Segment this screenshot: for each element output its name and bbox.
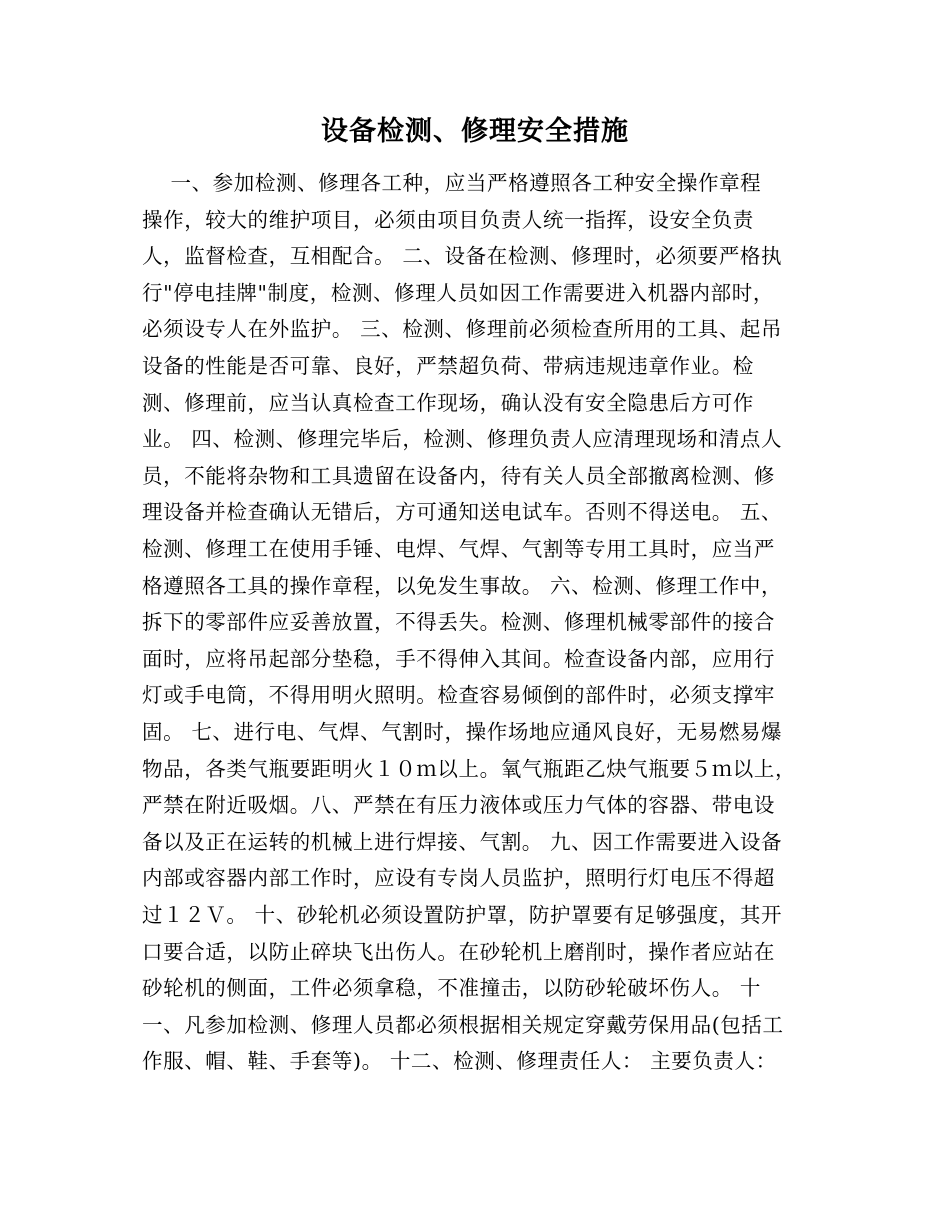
paragraph-line: 过１２Ｖ。 十、砂轮机必须设置防护罩，防护罩要有足够强度，其开 [142,903,783,927]
paragraph-line: 内部或容器内部工作时，应设有专岗人员监护，照明行灯电压不得超 [142,866,775,891]
paragraph-line: 设备的性能是否可靠、良好，严禁超负荷、带病违规违章作业。检 [142,354,754,378]
paragraph-line: 砂轮机的侧面，工件必须拿稳，不准撞击，以防砂轮破坏伤人。 十 [142,976,762,1001]
paragraph-line: 必须设专人在外监护。 三、检测、修理前必须检查所用的工具、起吊 [142,317,783,342]
paragraph-line: 格遵照各工具的操作章程，以免发生事故。 六、检测、修理工作中， [142,573,783,598]
paragraph-line: 检测、修理工在使用手锤、电焊、气焊、气割等专用工具时，应当严 [142,537,775,561]
paragraph-line: 操作，较大的维护项目，必须由项目负责人统一指挥，设安全负责 [142,207,754,232]
paragraph-line: 业。 四、检测、修理完毕后，检测、修理负责人应清理现场和清点人 [142,427,783,452]
paragraph-line: 员，不能将杂物和工具遗留在设备内，待有关人员全部撤离检测、修 [142,463,775,488]
paragraph-line: 作服、帽、鞋、手套等)。 十二、检测、修理责任人： 主要负责人： [142,1049,777,1074]
paragraph-line: 人，监督检查，互相配合。 二、设备在检测、修理时，必须要严格执 [142,244,783,269]
paragraph-line: 物品，各类气瓶要距明火１０ｍ以上。氧气瓶距乙炔气瓶要５ｍ以上， [142,756,797,781]
paragraph-line: 面时，应将吊起部分垫稳，手不得伸入其间。检查设备内部，应用行 [142,646,775,671]
document-title: 设备检测、修理安全措施 [321,116,629,147]
paragraph-line: 行"停电挂牌"制度，检测、修理人员如因工作需要进入机器内部时， [142,280,774,305]
paragraph-line: 备以及正在运转的机械上进行焊接、气割。 九、因工作需要进入设备 [142,829,783,854]
paragraph-line: 测、修理前，应当认真检查工作现场，确认没有安全隐患后方可作 [142,390,754,415]
paragraph-line: 严禁在附近吸烟。八、严禁在有压力液体或压力气体的容器、带电设 [142,793,775,818]
paragraph-line: 一、凡参加检测、修理人员都必须根据相关规定穿戴劳保用品(包括工 [142,1012,784,1037]
paragraph-line: 灯或手电筒，不得用明火照明。检查容易倾倒的部件时，必须支撑牢 [142,683,775,708]
paragraph-line: 拆下的零部件应妥善放置，不得丢失。检测、修理机械零部件的接合 [142,610,775,635]
paragraph-line: 理设备并检查确认无错后，方可通知送电试车。否则不得送电。 五、 [142,500,783,525]
paragraph-line: 固。 七、进行电、气焊、气割时，操作场地应通风良好，无易燃易爆 [142,720,783,744]
paragraph-line: 口要合适，以防止碎块飞出伤人。在砂轮机上磨削时，操作者应站在 [142,939,775,964]
paragraph-line: 一、参加检测、修理各工种，应当严格遵照各工种安全操作章程 [142,171,762,195]
